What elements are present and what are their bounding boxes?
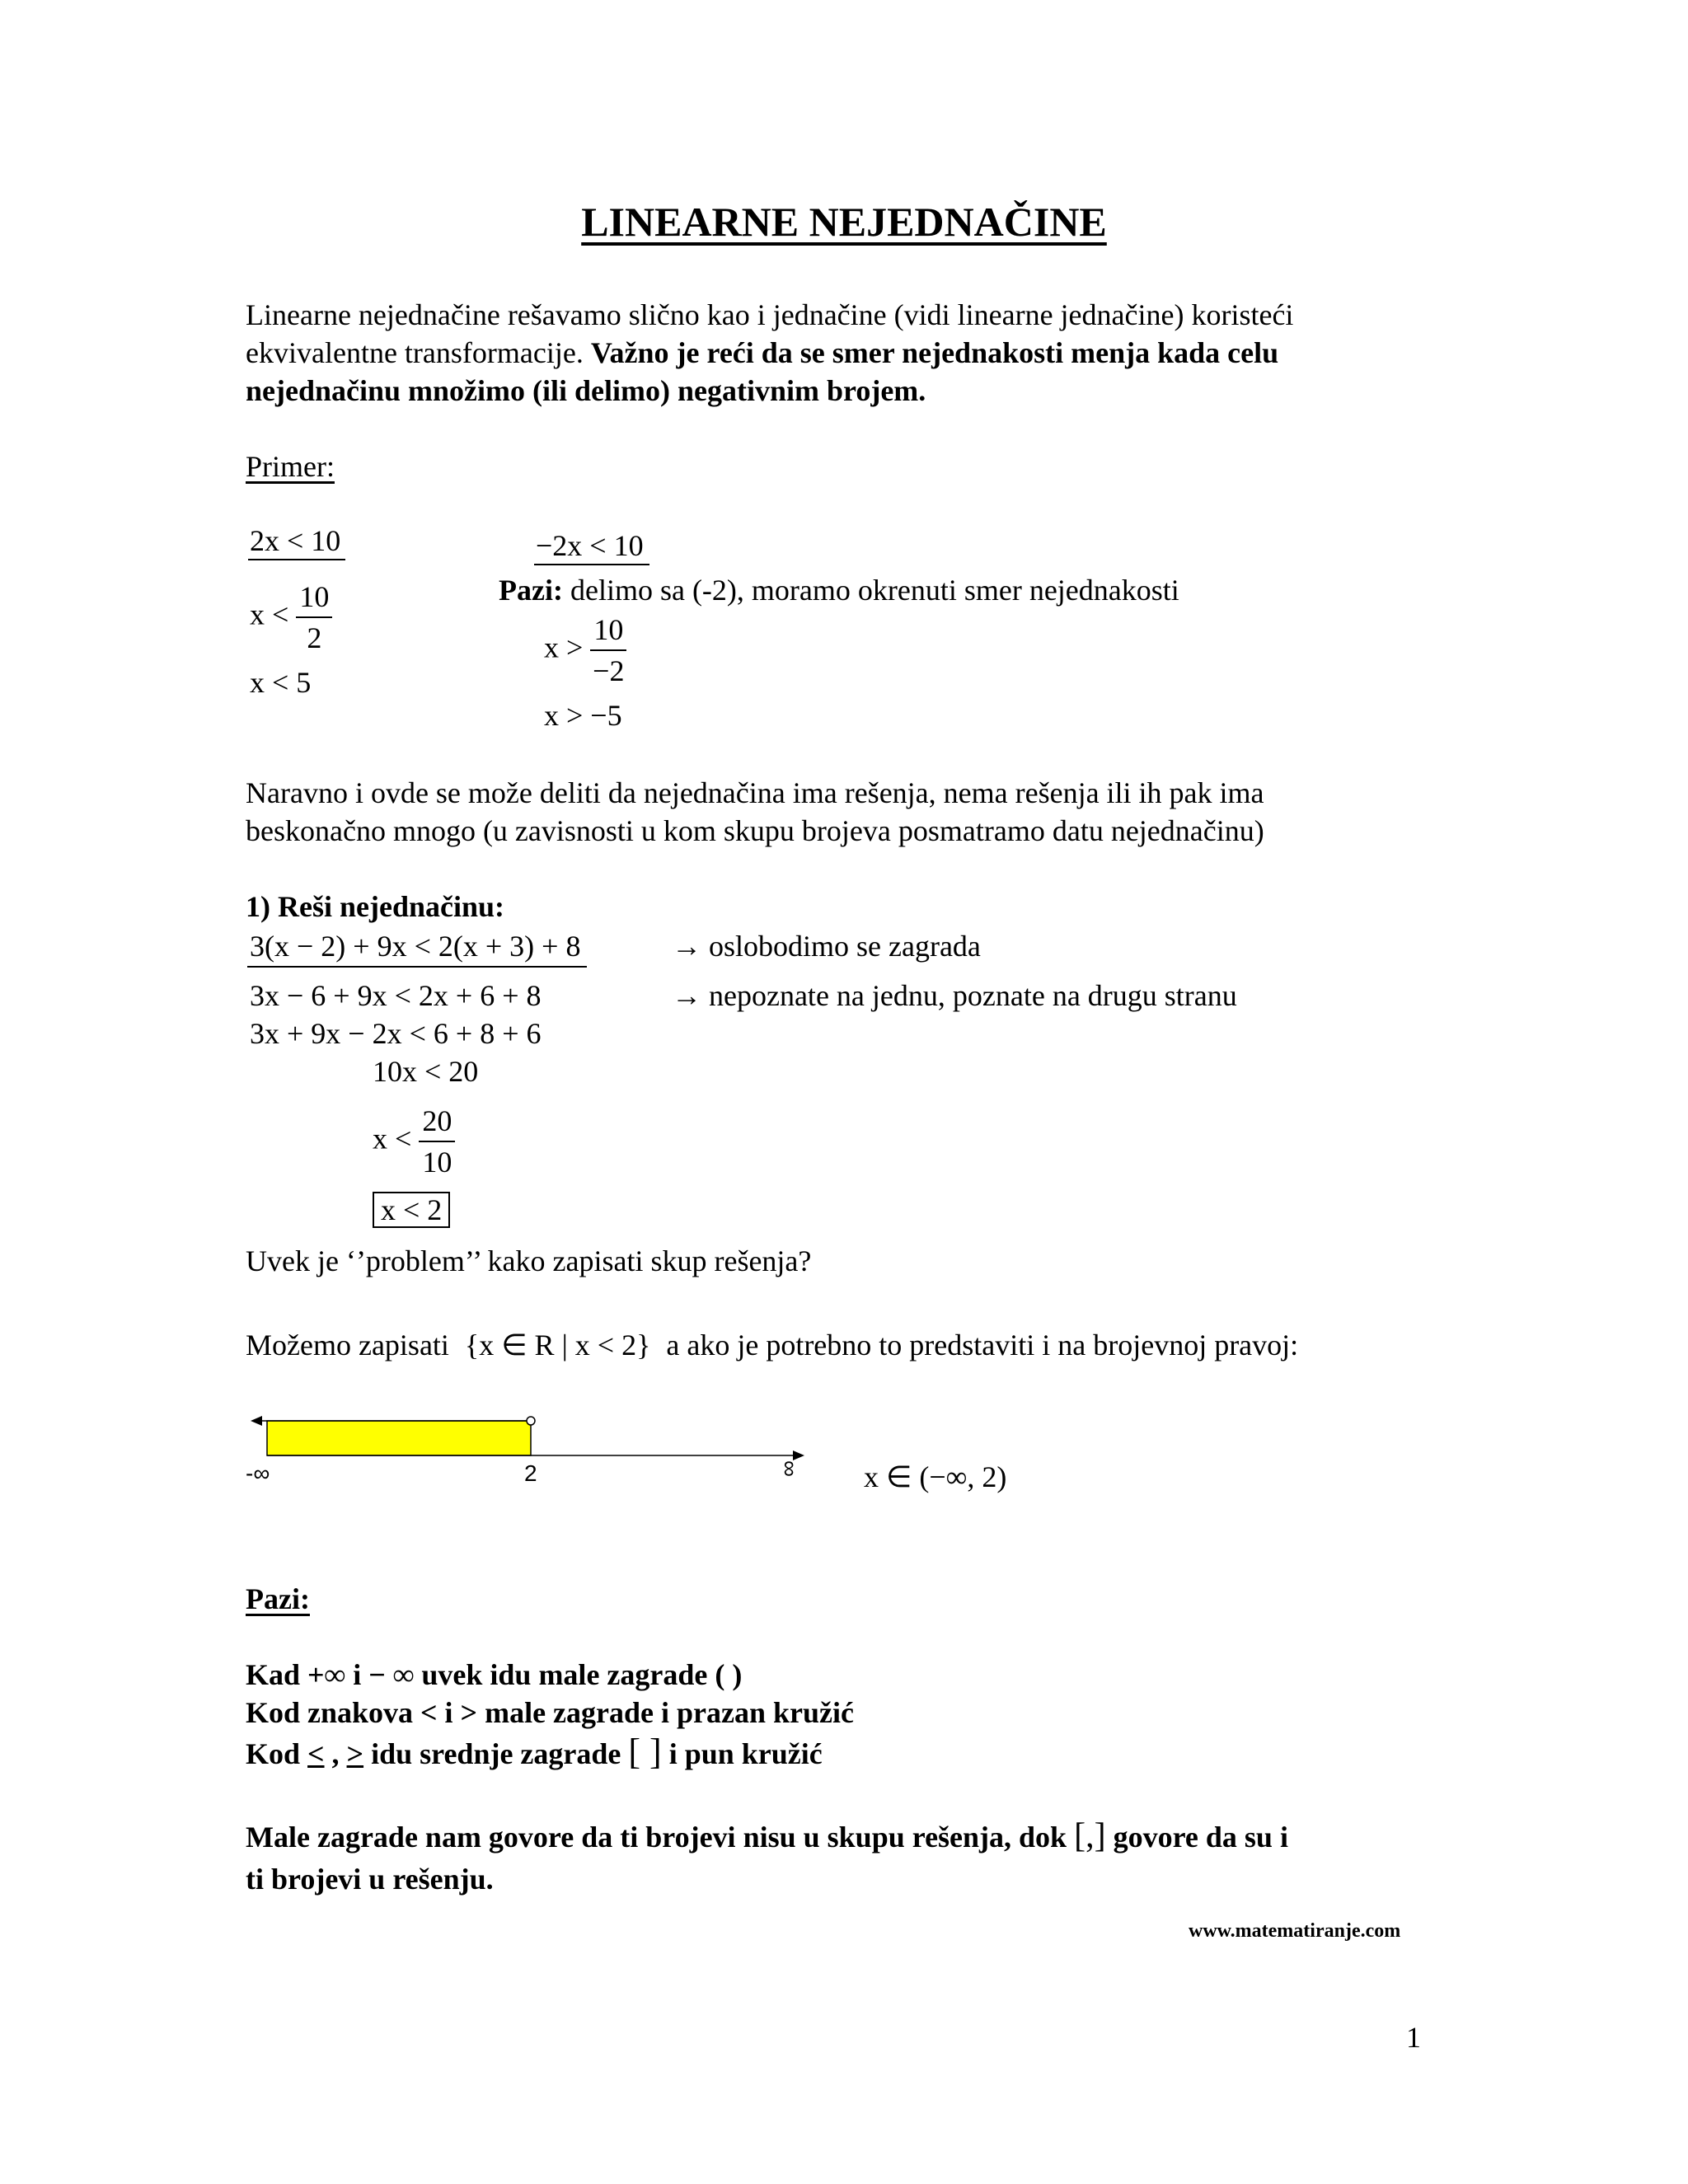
mozemo-line [246,1325,1298,1365]
pazi-rule-2: Kod znakova < i > male zagrade i prazan kružić [246,1696,854,1729]
task1-result [373,1192,450,1228]
task1-step-3: 3x + 9x − 2x < 6 + 8 + 6 [250,1017,542,1050]
right-arrow-icon [793,1451,804,1460]
greater-equal-symbol: > [346,1737,364,1770]
intro-line-2-plain: ekvivalentne transformacije. [246,336,591,369]
task1-step-5-fraction: $\frac{20}{10}$ [419,1101,455,1182]
task1-note-2: → nepoznate na jednu, poznate na drugu stranu [672,979,1237,1012]
number-line-right-label: ∞ [776,1460,803,1477]
intro-line-2 [246,333,1278,373]
pazi-text-inline: delimo sa (-2), moramo okrenuti smer nejednakosti [562,574,1179,607]
example-left-line-2 [250,577,332,658]
mozemo-suffix: a ako je potrebno to predstaviti i na brojevnoj pravoj: [666,1329,1299,1361]
website-link[interactable]: www.matematiranje.com [1189,1920,1401,1942]
example-right-underline [534,564,649,565]
task1-step-5-lhs: x < [373,1122,412,1155]
closed-brackets: [,] [1074,1817,1106,1855]
naravno-line-2: beskonačno mnogo (u zavisnosti u kom skupu brojeva posmatramo datu nejednačinu) [246,814,1264,847]
intro-line-2-bold: Važno je reći da se smer nejednakosti menja kada celu [590,336,1279,369]
pazi-rule-1: Kad +∞ i − ∞ uvek idu male zagrade ( ) [246,1658,743,1691]
example-left-line-1: 2x < 10 [250,524,341,557]
open-circle-icon [527,1417,535,1425]
example-right-fraction: $\frac{10}{-2}$ [590,610,626,691]
intro-line-1: Linearne nejednačine rešavamo slično kao i jednačine (vidi linearne jednačine) koristeći [246,298,1294,331]
task1-heading: 1) Reši nejednačinu: [246,890,504,923]
task1-step-1: 3(x − 2) + 9x < 2(x + 3) + 8 [250,930,581,963]
example-left-lhs: x < [250,598,289,631]
example-right-pazi [499,570,1179,610]
page-title [0,198,1688,246]
task1-note-1: → oslobodimo se zagrada [672,930,981,963]
final-line-1: Male zagrade nam govore da ti brojevi nisu u skupu rešenja, dok [,] govore da su i [246,1817,1288,1855]
pazi-heading: Pazi: [246,1582,310,1615]
example-right-line-3 [544,610,626,691]
pazi-rule-3: Kod < , > idu srednje zagrade [ ] i pun kružić [246,1732,823,1772]
final-line-2: ti brojevi u rešenju. [246,1863,494,1896]
mozemo-prefix: Možemo zapisati [246,1329,449,1361]
task1-result-box: x < 2 [373,1192,450,1228]
task1-step-2: 3x − 6 + 9x < 2x + 6 + 8 [250,979,542,1012]
example-left-fraction: $\frac{10}{2}$ [296,577,332,658]
left-arrow-icon [251,1416,262,1426]
example-right-line-4: x > −5 [544,699,622,732]
example-right-lhs: x > [544,630,584,664]
task1-step-4: 10x < 20 [373,1055,479,1088]
example-right-line-1: −2x < 10 [536,529,644,562]
less-equal-symbol: < [307,1737,325,1770]
task1-step-5 [373,1101,455,1182]
task1-step-1-underline [247,966,587,968]
number-line-mid-label: 2 [524,1460,537,1486]
square-brackets: [ ] [628,1732,662,1772]
example-left-underline [248,559,345,560]
interval-notation: x ∈ (−∞, 2) [864,1460,1007,1493]
solution-interval-fill [267,1421,531,1455]
naravno-line-1: Naravno i ovde se može deliti da nejednačina ima rešenja, nema rešenja ili ih pak ima [246,776,1264,809]
page-number: 1 [1406,2021,1421,2054]
intro-line-3: nejednačinu množimo (ili delimo) negativnim brojem. [246,374,926,407]
solution-set: {x ∈ R | x < 2} [464,1329,651,1361]
pazi-label-inline: Pazi: [499,574,563,607]
example-left-line-3: x < 5 [250,666,312,699]
number-line-left-label: -∞ [246,1460,270,1486]
page-title-text: LINEARNE NEJEDNAČINE [581,199,1107,245]
primer-label: Primer: [246,450,335,483]
uvek-text: Uvek je ‘’problem’’ kako zapisati skup rešenja? [246,1244,812,1277]
